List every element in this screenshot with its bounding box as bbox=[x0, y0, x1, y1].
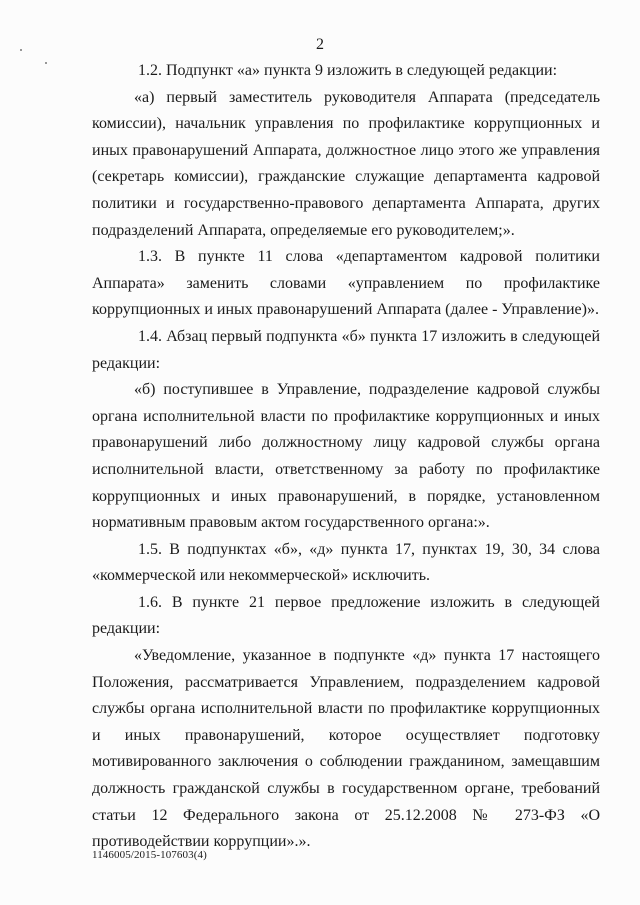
scan-speck bbox=[45, 62, 47, 64]
document-code: 1146005/2015-107603(4) bbox=[92, 849, 207, 861]
page-number: 2 bbox=[316, 36, 324, 53]
paragraph-1-4: 1.4. Абзац первый подпункта «б» пункта 17 изложить в следующей редакции: bbox=[92, 327, 600, 372]
paragraph-1-2: 1.2. Подпункт «а» пункта 9 изложить в следующей редакции: bbox=[138, 62, 558, 79]
paragraph-1-3: 1.3. В пункте 11 слова «департаментом кадровой политики Аппарата» заменить словами «управлением по профилактике коррупционных и иных правонарушений Аппарата (далее - Управление)». bbox=[92, 248, 600, 319]
quote-subparagraph-b: «б) поступившее в Управление, подразделение кадровой службы органа исполнительной власти по профилактике коррупционных и иных правонарушений либо должностному лицу кадровой службы органа исполнительной власти, ответственному за работу по профилактике коррупционных и иных правонарушений, в порядке, установленном нормативным правовым актом государственного органа:». bbox=[92, 381, 600, 532]
quote-subparagraph-a: «а) первый заместитель руководителя Аппарата (председатель комиссии), начальник управления по профилактике коррупционных и иных правонарушений Аппарата, должностное лицо этого же управления (секретарь комиссии), гражданские служащие департамента кадровой политики и государственно-правового департамента Аппарата, других подразделений Аппарата, определяемые его руководителем;». bbox=[92, 88, 600, 239]
document-body bbox=[92, 58, 600, 856]
paragraph-1-5: 1.5. В подпунктах «б», «д» пункта 17, пунктах 19, 30, 34 слова «коммерческой или некоммерческой» исключить. bbox=[92, 540, 600, 585]
paragraph-1-6: 1.6. В пункте 21 первое предложение изложить в следующей редакции: bbox=[92, 593, 600, 638]
quote-notification: «Уведомление, указанное в подпункте «д» пункта 17 настоящего Положения, рассматривается Управлением, подразделением кадровой службы органа исполнительной власти по профилактике коррупционных и иных правонарушений, которое осуществляет подготовку мотивированного заключения о соблюдении гражданином, замещавшим должность гражданской службы в государственном органе, требований статьи 12 Федерального закона от 25.12.2008 № 273-ФЗ «О противодействии коррупции».». bbox=[92, 647, 600, 851]
